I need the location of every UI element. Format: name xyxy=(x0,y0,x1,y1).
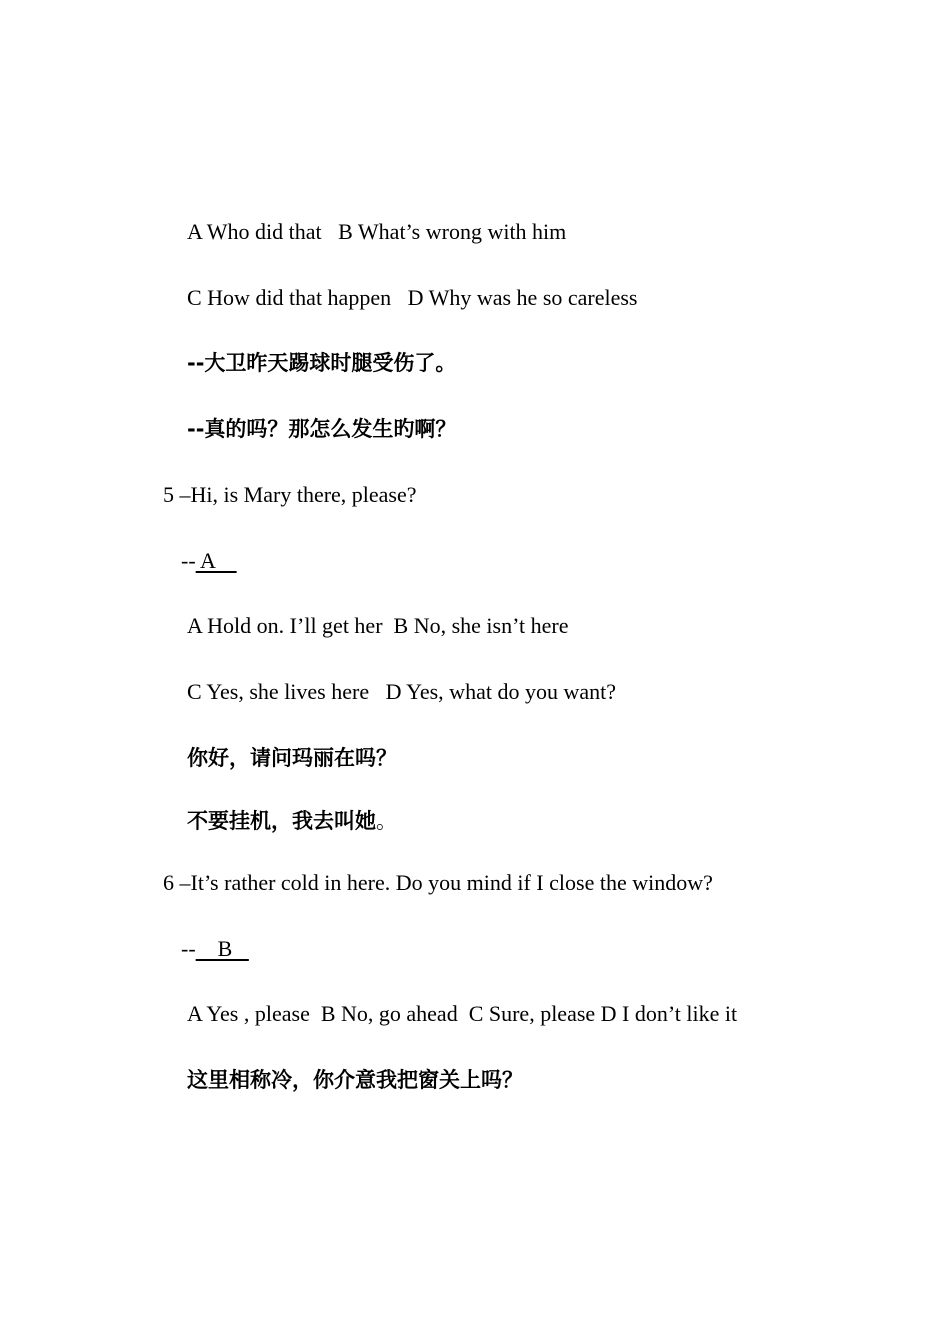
q6-answer-blank: B xyxy=(195,936,249,961)
q6-answer-line xyxy=(181,935,249,963)
q5-reply-prefix: -- xyxy=(181,548,196,573)
q4-translation-statement: --大卫昨天踢球时腿受伤了。 xyxy=(187,351,457,375)
q5-options-cd: C Yes, she lives here D Yes, what do you want? xyxy=(187,679,616,704)
q5-translation-reply xyxy=(187,807,397,835)
q5-translation-reply-text: 不要挂机，我去叫她 xyxy=(187,809,376,833)
q4-options-cd: C How did that happen D Why was he so careless xyxy=(187,285,638,310)
q6-translation-question: 这里相称冷，你介意我把窗关上吗？ xyxy=(187,1068,523,1092)
q5-answer-line xyxy=(181,547,237,575)
q5-translation-question: 你好，请问玛丽在吗？ xyxy=(187,746,397,770)
q5-translation-reply-period: 。 xyxy=(376,809,397,833)
q6-question: 6 –It’s rather cold in here. Do you mind if I close the window? xyxy=(163,870,713,895)
q5-question: 5 –Hi, is Mary there, please? xyxy=(163,482,417,507)
q6-options: A Yes , please B No, go ahead C Sure, please D I don’t like it xyxy=(187,1001,738,1026)
q5-answer-blank: A xyxy=(195,548,237,573)
q4-translation-reply: --真的吗？那怎么发生旳啊？ xyxy=(187,417,457,441)
q5-options-ab: A Hold on. I’ll get her B No, she isn’t here xyxy=(187,613,569,638)
q6-reply-prefix: -- xyxy=(181,936,196,961)
q4-options-ab: A Who did that B What’s wrong with him xyxy=(187,219,567,244)
